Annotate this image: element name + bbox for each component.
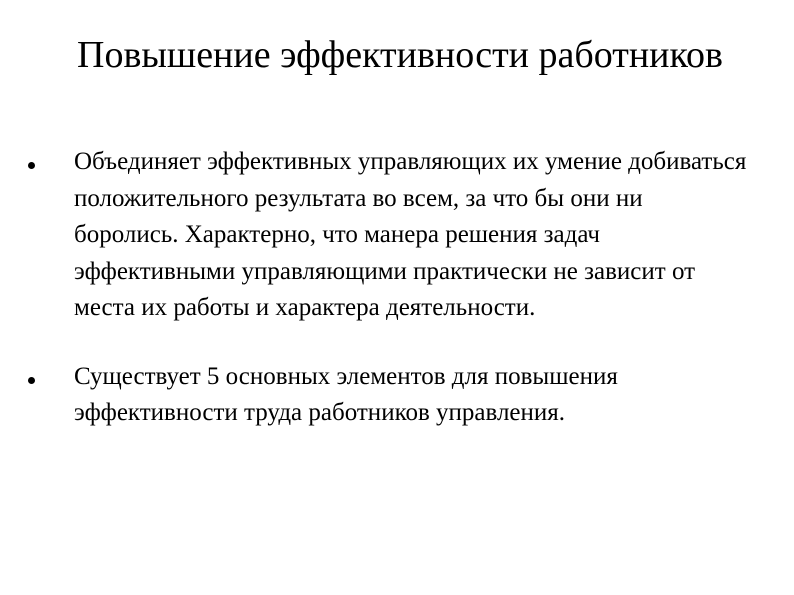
bullet-dot-icon <box>28 377 35 384</box>
bullet-item <box>28 359 748 432</box>
bullet-item <box>28 144 748 327</box>
bullet-list <box>28 144 748 432</box>
bullet-text: Существует 5 основных элементов для повышения эффективности труда работников управления. <box>74 362 618 426</box>
slide-title: Повышение эффективности работников <box>77 34 723 76</box>
bullet-text: Объединяет эффективных управляющих их умение добиваться положительного результата во всем, за что бы они ни боролись. Характерно, что манера решения задач эффективными управляющими практически не зависит от места их работы и характера деятельности. <box>74 148 747 321</box>
bullet-dot-icon <box>28 162 35 169</box>
